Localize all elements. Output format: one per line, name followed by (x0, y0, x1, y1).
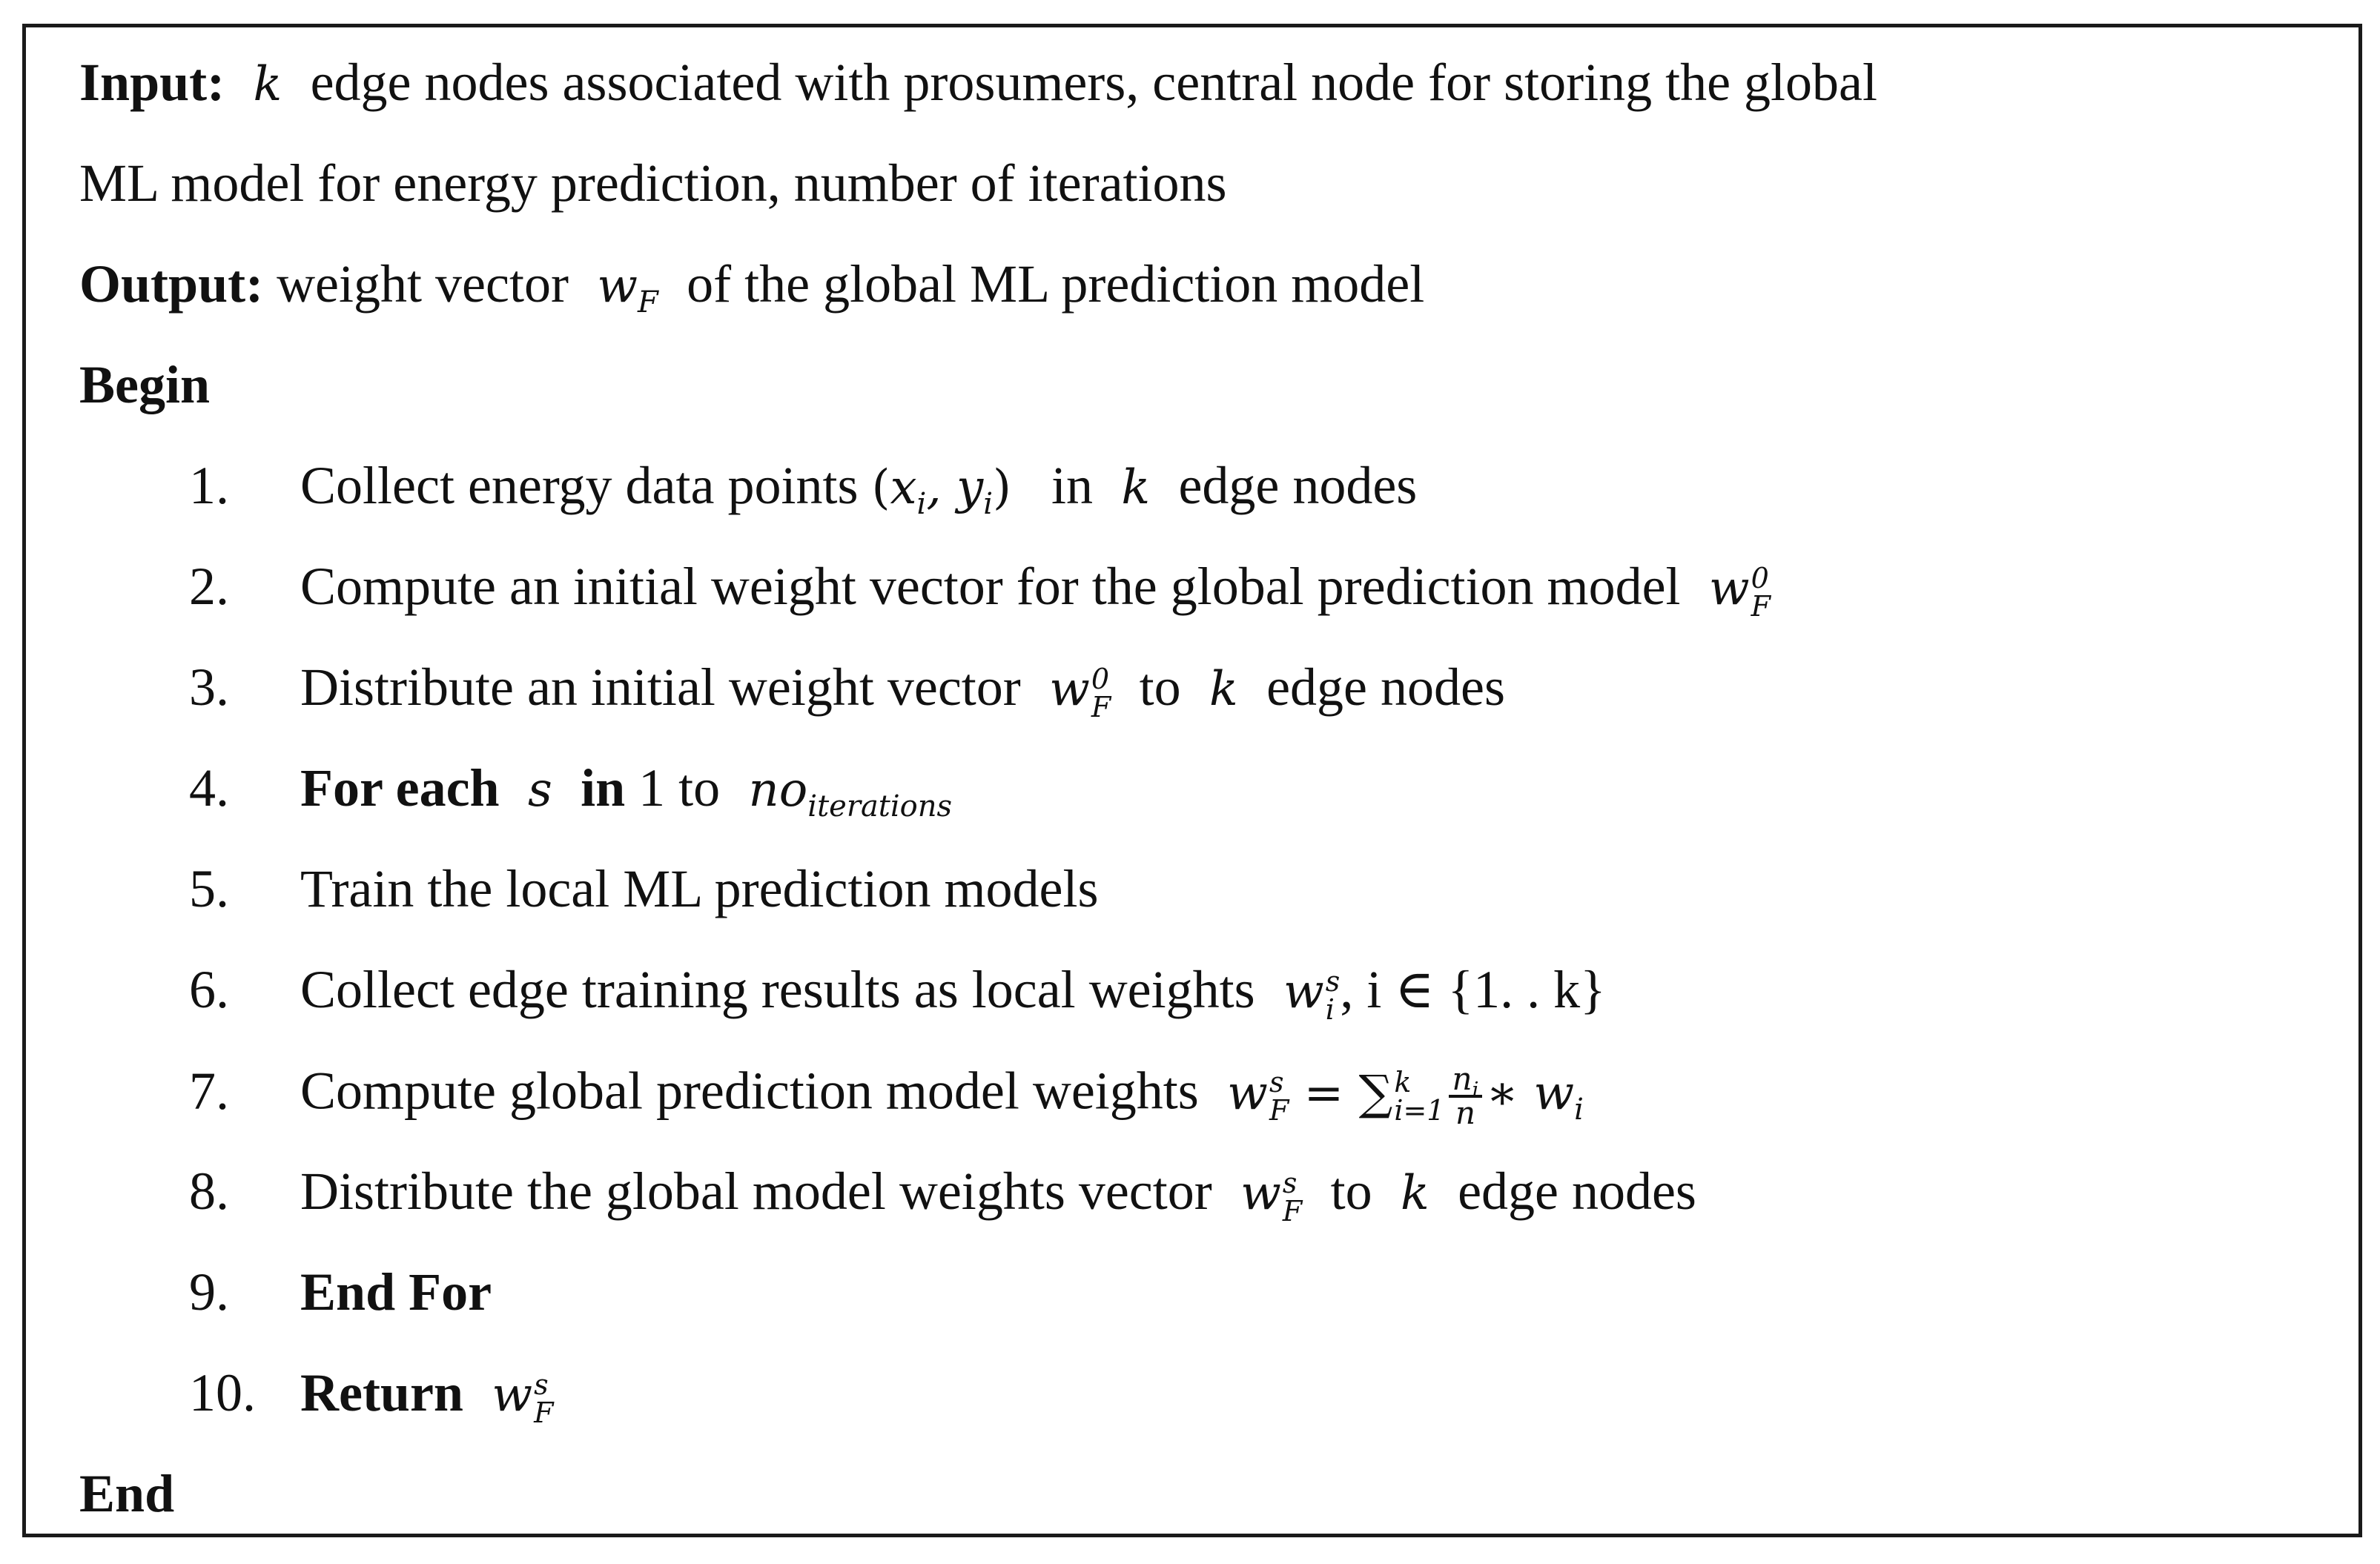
output-text-b: of the global ML prediction model (687, 254, 1425, 314)
math-wF0: w 0 F (1693, 561, 1771, 623)
step-text: Train the local ML prediction models (300, 859, 1099, 918)
step-text: Distribute the global model weights vector (300, 1162, 1212, 1221)
step-text: Compute an initial weight vector for the global prediction model (300, 557, 1681, 616)
end-keyword: End (79, 1464, 175, 1523)
output-label: Output: (79, 254, 264, 314)
step-number: 1. (189, 456, 229, 515)
math-s: s (512, 763, 568, 818)
step-1 (189, 456, 1418, 521)
step-text: Collect energy data points (300, 456, 859, 515)
end-line (79, 1464, 175, 1523)
step-7 (189, 1061, 1584, 1131)
math-wF0: w 0 F (1034, 662, 1111, 723)
in-keyword: in (581, 758, 626, 818)
step-text-c: edge nodes (1458, 1162, 1696, 1221)
input-line-2 (79, 153, 1227, 213)
begin-keyword: Begin (79, 355, 211, 414)
step-5 (189, 859, 1099, 918)
algorithm-box (22, 24, 2362, 1537)
step-number: 10. (189, 1363, 256, 1422)
output-line (79, 254, 1425, 319)
output-text-a: weight vector (277, 254, 569, 314)
step-text: Distribute an initial weight vector (300, 657, 1021, 717)
math-wis: w s i (1268, 964, 1341, 1026)
step-6 (189, 960, 1606, 1026)
math-weight-formula: w s F = ∑ k i=1 $\frac{n_i}{n}$ ∗ $w_i$ (1212, 1061, 1584, 1131)
return-keyword: Return (300, 1363, 463, 1422)
step-text-b: to (1330, 1162, 1372, 1221)
step-number: 2. (189, 557, 229, 616)
math-k: k (1105, 460, 1166, 515)
end-for-keyword: End For (300, 1262, 492, 1322)
begin-line (79, 355, 211, 414)
step-number: 8. (189, 1162, 229, 1221)
step-text: Collect edge training results as local weights (300, 960, 1255, 1019)
math-k: k (1385, 1166, 1445, 1221)
for-each-keyword: For each (300, 758, 500, 818)
step-text: Compute global prediction model weights (300, 1061, 1199, 1121)
math-wFs: w s F (1225, 1166, 1303, 1227)
math-wFs: w s F (476, 1368, 554, 1429)
math-k: k (238, 57, 297, 112)
step-number: 6. (189, 960, 229, 1019)
step-text-b: in (1051, 456, 1093, 515)
step-3 (189, 657, 1505, 723)
input-line-1 (79, 53, 1877, 112)
step-2 (189, 557, 1771, 623)
step-8 (189, 1164, 1696, 1225)
step-text-c: edge nodes (1266, 657, 1505, 717)
step-10 (189, 1363, 554, 1429)
step-number: 3. (189, 657, 229, 717)
step-4 (189, 758, 953, 824)
step-9 (189, 1262, 492, 1322)
math-xi-yi: ($x_i$, $y_i$) (871, 460, 1011, 521)
math-no-iterations: $no_{iterations}$ (733, 763, 953, 824)
step-text-b: , i ∈ {1. . k} (1340, 960, 1606, 1019)
input-label: Input: (79, 53, 225, 112)
step-text-c: edge nodes (1178, 456, 1418, 515)
step-number: 4. (189, 758, 229, 818)
input-text-2: ML model for energy prediction, number of iterations (79, 153, 1227, 213)
step-number: 9. (189, 1262, 229, 1322)
math-wF: $w_F$ (581, 259, 658, 319)
step-text-c: 1 to (638, 758, 721, 818)
step-text-b: to (1139, 657, 1181, 717)
step-number: 7. (189, 1061, 229, 1121)
input-text-1: edge nodes associated with prosumers, central node for storing the global (310, 53, 1877, 112)
step-number: 5. (189, 859, 229, 918)
math-k: k (1194, 662, 1254, 717)
